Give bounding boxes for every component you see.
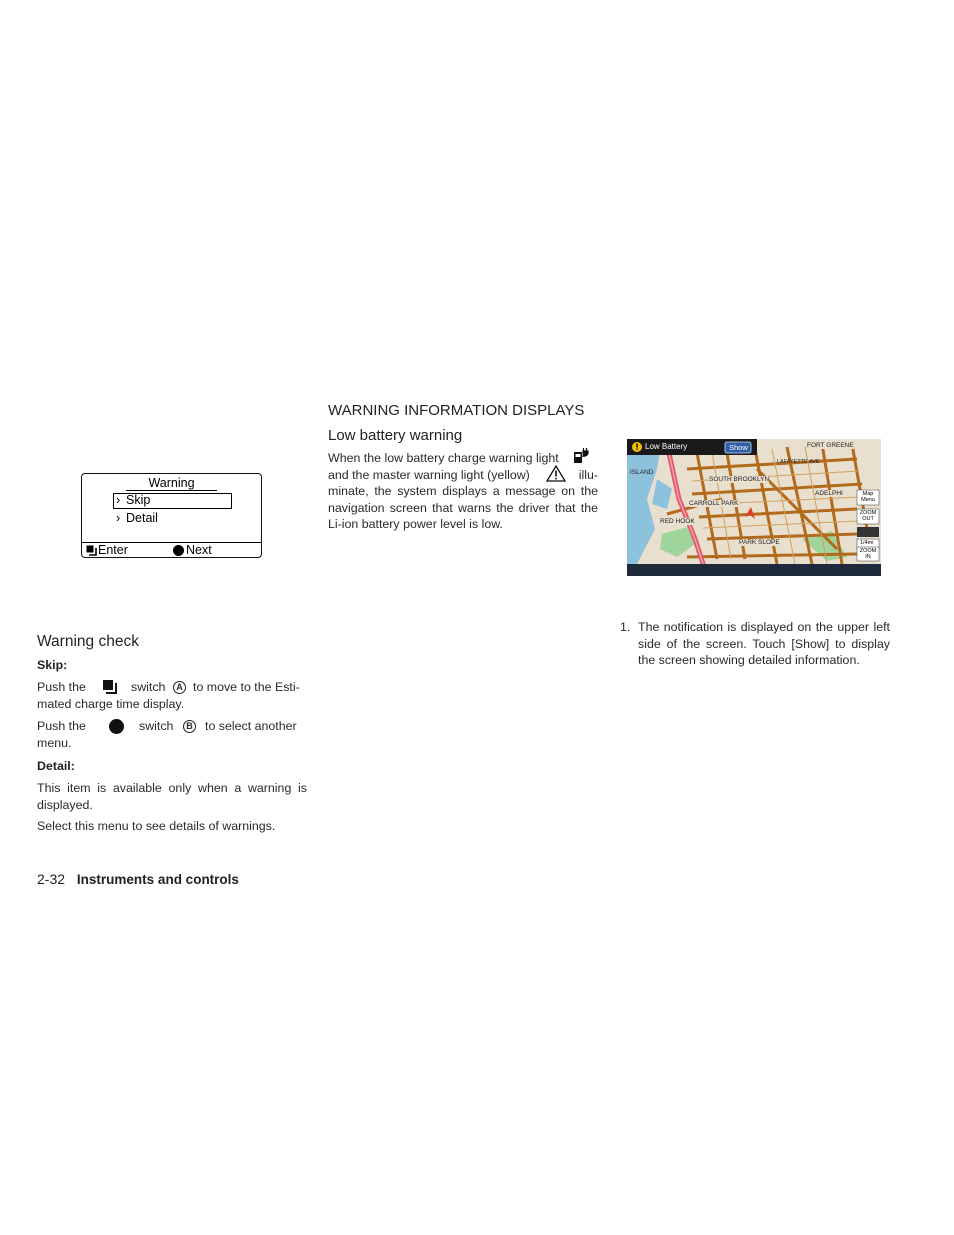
switch-a-marker: A	[173, 681, 186, 694]
warning-check-heading: Warning check	[37, 633, 139, 650]
enter-switch-icon	[102, 679, 118, 695]
enter-switch-icon	[86, 545, 97, 556]
note-text: The notification is displayed on the upper left side of the screen. Touch [Show] to display the screen showing detailed information.	[638, 620, 890, 667]
low-battery-line3: minate, the system displays a message on the navigation screen that warns the driver that the Li-ion battery power level is low.	[328, 484, 598, 531]
notification-note	[620, 619, 890, 669]
map-label-park-slope: PARK SLOPE	[739, 539, 780, 546]
note-number: 1.	[620, 620, 631, 634]
low-battery-line1: When the low battery charge warning light	[328, 451, 559, 465]
detail-paragraph-1: This item is available only when a warning is displayed.	[37, 781, 307, 812]
map-label-carroll-park: CARROLL PARK	[689, 500, 739, 507]
next-label: Next	[186, 543, 212, 557]
switch-b-marker: B	[183, 720, 196, 733]
map-label-adelphi: ADELPHI	[815, 490, 843, 497]
skip-label: Skip:	[37, 658, 68, 672]
navigation-map-screen	[627, 439, 881, 576]
low-battery-paragraph	[328, 450, 598, 533]
skip-paragraph-2: Push the switch B to select another menu.	[37, 719, 297, 750]
enter-label: Enter	[98, 543, 128, 557]
chapter-title: Instruments and controls	[76, 872, 239, 887]
menu-item-skip: › Skip	[116, 493, 151, 507]
warning-display-button-bar	[82, 542, 261, 557]
warning-display-figure	[81, 473, 262, 558]
show-button[interactable]: Show	[729, 443, 748, 452]
detail-paragraph-2: Select this menu to see details of warnings.	[37, 819, 276, 833]
map-label-fort-greene: FORT GREENE	[807, 442, 854, 449]
master-warning-light-icon	[546, 465, 566, 482]
warning-display-title: Warning	[126, 476, 216, 491]
chevron-right-icon: ›	[116, 493, 121, 507]
map-label-south-brooklyn: SOUTH BROOKLYN	[709, 476, 770, 483]
map-label-lafayette: LAFAYETTE AVE	[777, 459, 820, 465]
low-battery-line2: and the master warning light (yellow)	[328, 467, 530, 482]
low-battery-line2-end: illu-	[578, 467, 598, 482]
zoom-in-button[interactable]: ZOOM IN	[859, 548, 877, 560]
zoom-out-button[interactable]: ZOOM OUT	[859, 510, 877, 522]
map-label-red-hook: RED HOOK	[660, 518, 695, 525]
next-switch-icon	[109, 719, 124, 734]
map-menu-button[interactable]: Map Menu	[861, 491, 875, 503]
charge-warning-light-icon	[572, 447, 590, 465]
detail-label: Detail:	[37, 759, 75, 773]
next-switch-icon	[173, 545, 184, 556]
map-scale: 1/4mi	[860, 540, 874, 546]
section-heading: WARNING INFORMATION DISPLAYS	[328, 402, 585, 419]
low-battery-heading: Low battery warning	[328, 427, 463, 444]
page-footer	[37, 871, 239, 887]
menu-item-detail: › Detail	[116, 511, 158, 525]
low-battery-notification: Low Battery	[645, 442, 688, 451]
skip-paragraph-1: Push the switch A to move to the Esti- mated charge time display.	[37, 680, 300, 711]
chevron-right-icon: ›	[116, 511, 121, 525]
navigation-map	[627, 439, 881, 576]
page-number: 2-32	[37, 871, 66, 887]
map-label-island: ISLAND	[630, 469, 654, 476]
